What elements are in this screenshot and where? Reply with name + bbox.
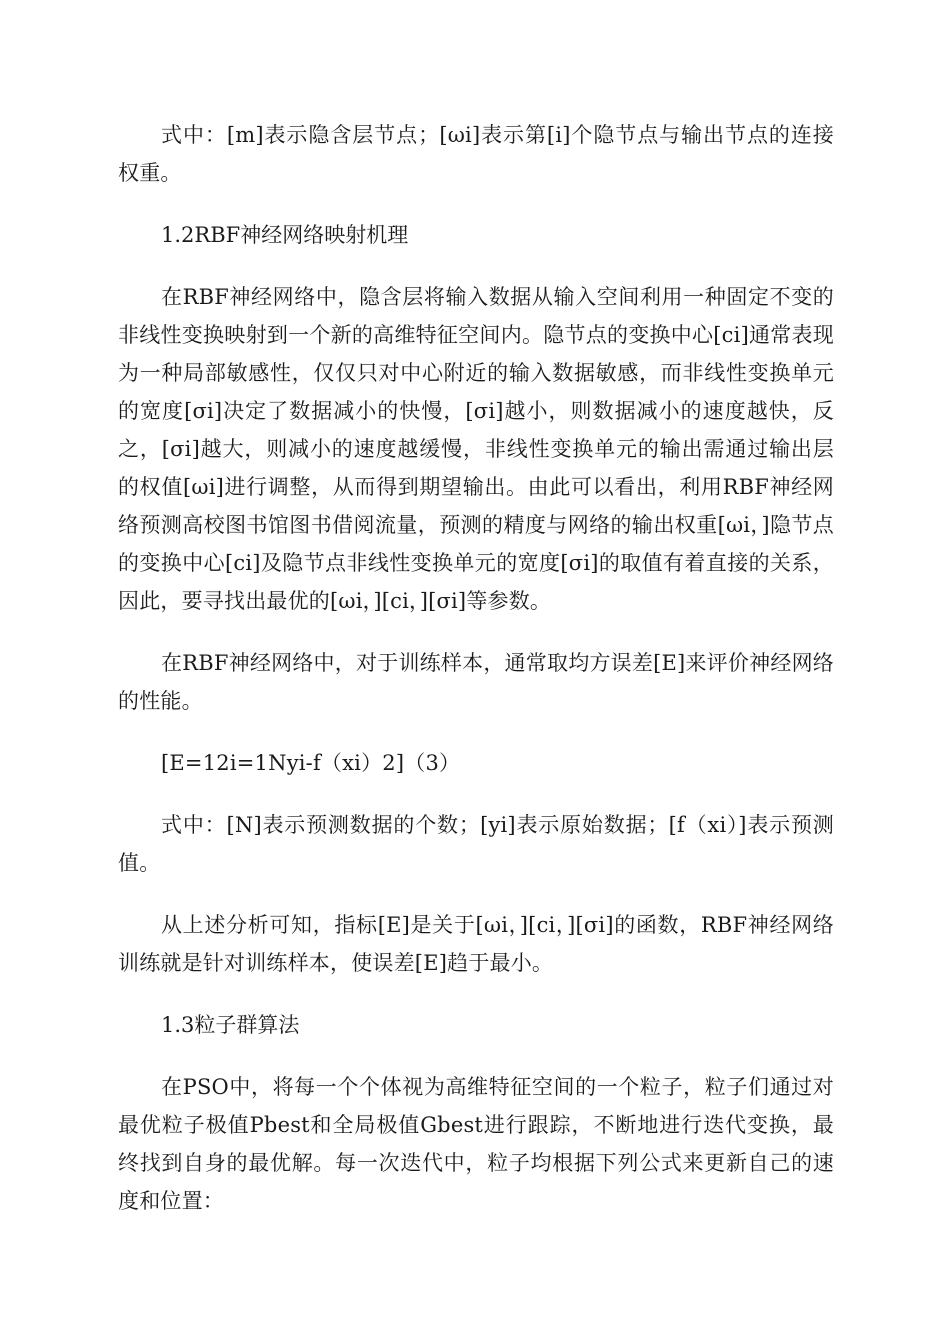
paragraph-equation-notes: 式中：[N]表示预测数据的个数；[yi]表示原始数据；[f（xi）]表示预测值。 [118,813,834,875]
paragraph-rbf-mapping: 在RBF神经网络中，隐含层将输入数据从输入空间利用一种固定不变的非线性变换映射到一个新的高维特征空间内。隐节点的变换中心[ci]通常表现为一种局部敏感性，仅仅只对中心附近的输入数据敏感，而非线性变换单元的宽度[σi]决定了数据减小的快慢，[σi]越小，则数据减小的速度越快，反之，[σi]越大，则减小的速度越缓慢，非线性变换单元的输出需通过输出层的权值[ωi]进行调整，从而得到期望输出。由此可以看出，利用RBF神经网络预测高校图书馆图书借阅流量，预测的精度与网络的输出权重[ωi，]隐节点的变换中心[ci]及隐节点非线性变换单元的宽度[σi]的取值有着直接的关系，因此，要寻找出最优的[ωi，][ci，][σi]等参数。 [118,285,834,613]
document-page [118,116,834,1244]
equation-3: [E=12i=1Nyi-f（xi）2]（3） [161,751,461,775]
paragraph-pso: 在PSO中，将每一个个体视为高维特征空间的一个粒子，粒子们通过对最优粒子极值Pbest和全局极值Gbest进行跟踪，不断地进行迭代变换，最终找到自身的最优解。每一次迭代中，粒子均根据下列公式来更新自己的速度和位置： [118,1075,834,1213]
paragraph-connection-weight: 式中：[m]表示隐含层节点；[ωi]表示第[i]个隐节点与输出节点的连接权重。 [118,123,834,185]
paragraph-mse-intro: 在RBF神经网络中，对于训练样本，通常取均方误差[E]来评价神经网络的性能。 [118,651,834,713]
paragraph-analysis: 从上述分析可知，指标[E]是关于[ωi，][ci，][σi]的函数，RBF神经网络训练就是针对训练样本，使误差[E]趋于最小。 [118,913,834,975]
section-heading-rbf-mapping: 1.2RBF神经网络映射机理 [161,223,409,247]
section-heading-pso: 1.3粒子群算法 [161,1013,300,1037]
